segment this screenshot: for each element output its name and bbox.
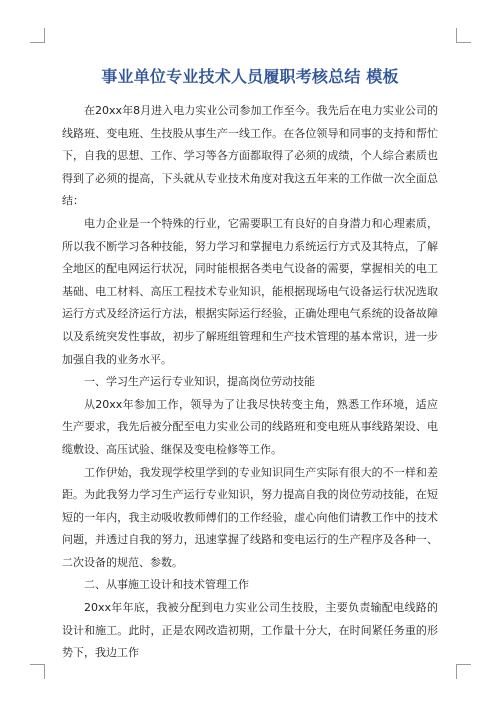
paragraph-section1-b: 工作伊始，我发现学校里学到的专业知识同生产实际有很大的不一样和差距。为此我努力学习生产运行专业知识，努力提高自我的岗位劳动技能，在短短的一年内，我主动吸收教师傅们的工作经验，虚心向他们请教工作中的技术问题，并透过自我的努力，迅速掌握了线路和变电运行的生产程序及各种一、二次设备的规范、参数。 — [62, 465, 438, 569]
paragraph-industry: 电力企业是一个特殊的行业，它需要职工有良好的自身潜力和心理素质，所以我不断学习各种技能，努力学习和掌握电力系统运行方式及其特点，了解全地区的配电网运行状况，同时能根据各类电气设备的需要，掌握相关的电工基础、电工材料、高压工程技术专业知识，能根据现场电气设备运行状况选取运行方式及经济运行方法，根据实际运行经验，正确处理电气系统的设备故障以及系统突发性事故，初步了解班组管理和生产技术管理的基本常识，进一步加强自我的业务水平。 — [62, 216, 438, 366]
paragraph-section1-a: 从20xx年参加工作，领导为了让我尽快转变主角，熟悉工作环境，适应生产要求，我先后被分配至电力实业公司的线路班和变电班从事线路架设、电缆敷设、高压试验、继保及变电检修等工作。 — [62, 397, 438, 456]
crop-mark-bottom-right — [456, 664, 471, 679]
section-heading-1: 一、学习生产运行专业知识，提高岗位劳动技能 — [84, 375, 315, 389]
paragraph-section2-a: 20xx年年底，我被分配到电力实业公司生技股，主要负责输配电线路的设计和施工。此时，正是农网改造初期，工作量十分大，在时间紧任务重的形势下，我边工作 — [62, 601, 438, 660]
crop-mark-top-right — [456, 28, 471, 43]
section-heading-2: 二、从事施工设计和技术管理工作 — [84, 578, 249, 592]
paragraph-intro: 在20xx年8月进入电力实业公司参加工作至今。我先后在电力实业公司的线路班、变电班、生技股从事生产一线工作。在各位领导和同事的支持和帮忙下，自我的思想、工作、学习等各方面都取得了必须的成绩，个人综合素质也得到了必须的提高，下头就从专业技术角度对我这五年来的工作做一次全面总结： — [62, 104, 438, 208]
document-title: 事业单位专业技术人员履职考核总结 模板 — [101, 67, 399, 86]
crop-mark-bottom-left — [30, 664, 45, 679]
document-body — [62, 100, 438, 665]
crop-mark-top-left — [30, 28, 45, 43]
